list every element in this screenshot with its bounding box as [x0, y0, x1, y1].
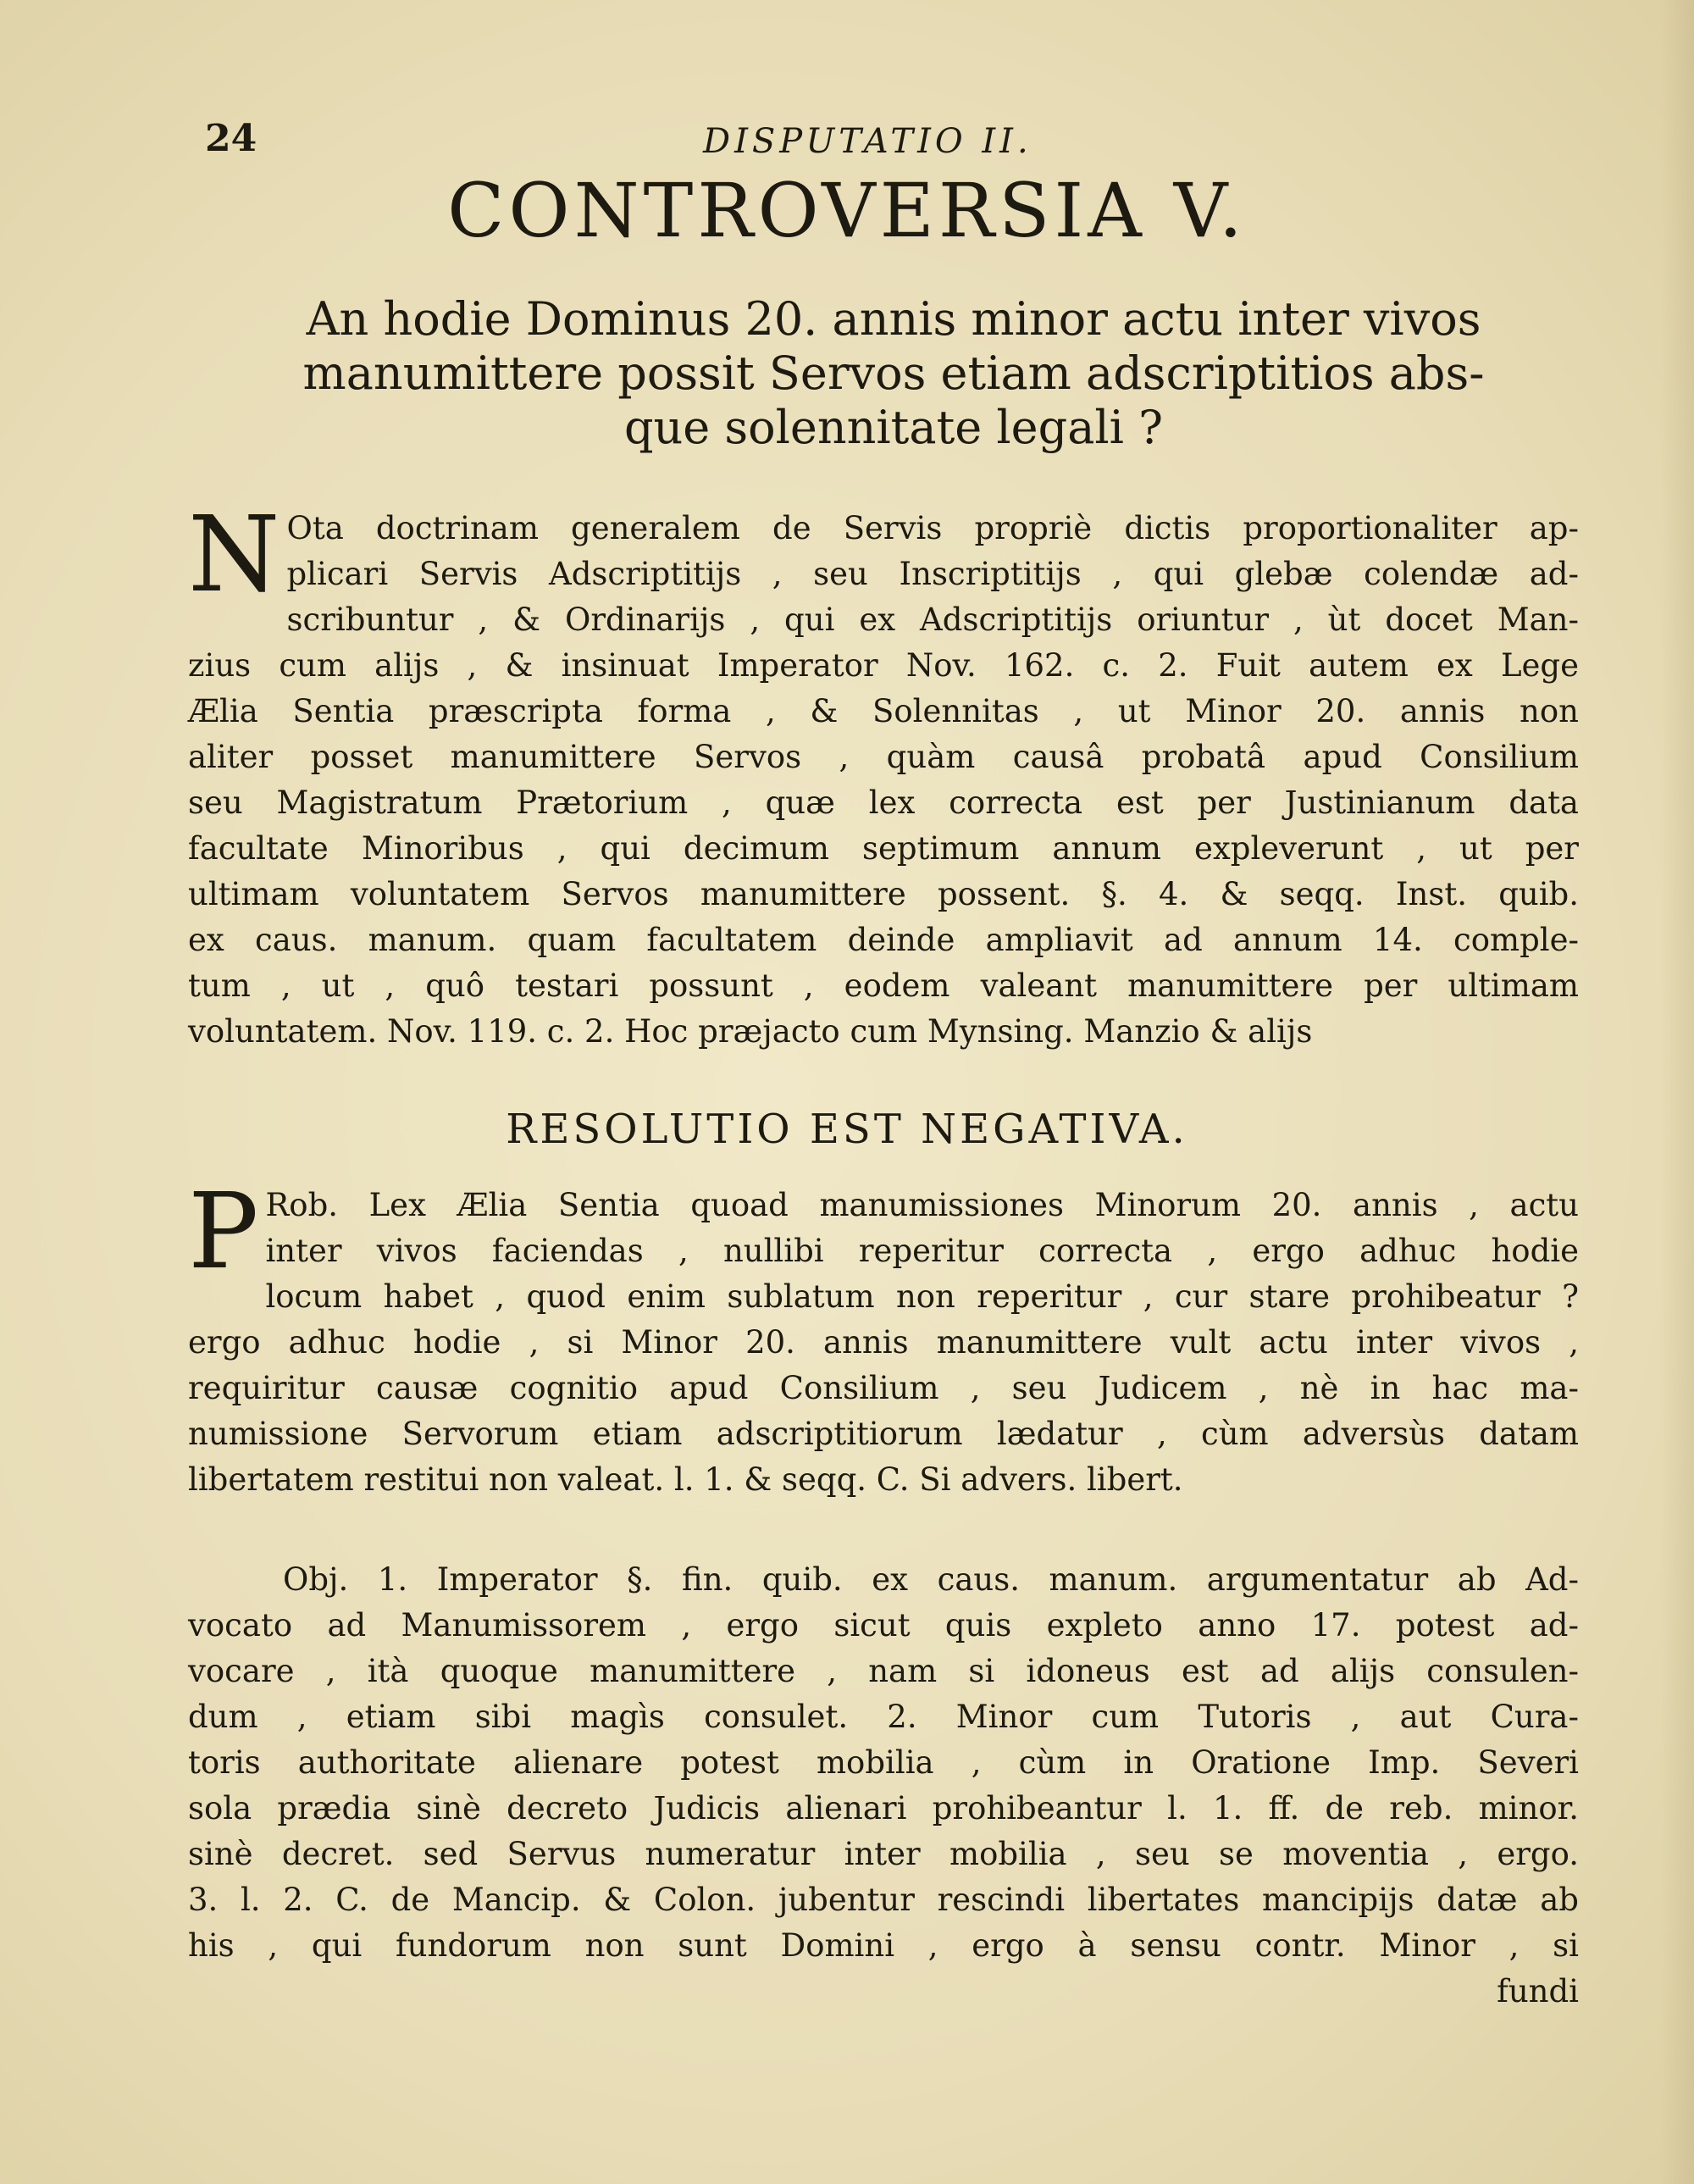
text-line: 3. l. 2. C. de Mancip. & Colon. jubentur rescindi libertates mancipijs datæ ab — [188, 1882, 1579, 1918]
question-heading — [199, 292, 1588, 455]
text-line: aliter posset manumittere Servos , quàm causâ probatâ apud Consilium — [188, 739, 1579, 775]
text-line: Rob. Lex Ælia Sentia quoad manumissiones Minorum 20. annis , actu — [265, 1187, 1579, 1223]
text-line: Ælia Sentia præscripta forma , & Solennitas , ut Minor 20. annis non — [188, 693, 1579, 729]
running-title: DISPUTATIO II. — [703, 122, 1032, 161]
obj-paragraph — [188, 1557, 1579, 2015]
text-line: sinè decret. sed Servus numeratur inter mobilia , seu se moventia , ergo. — [188, 1836, 1579, 1872]
text-line: Ota doctrinam generalem de Servis propriè dictis proportionaliter ap- — [286, 510, 1579, 546]
text-line: his , qui fundorum non sunt Domini , ergo à sensu contr. Minor , si — [188, 1927, 1579, 1964]
text-line: scribuntur , & Ordinarijs , qui ex Adscriptitijs oriuntur , ùt docet Man- — [286, 601, 1579, 638]
text-line: dum , etiam sibi magìs consulet. 2. Minor cum Tutoris , aut Cura- — [188, 1699, 1579, 1735]
text-line: vocare , ità quoque manumittere , nam si idoneus est ad alijs consulen- — [188, 1653, 1579, 1689]
text-line: toris authoritate alienare potest mobilia , cùm in Oratione Imp. Severi — [188, 1744, 1579, 1781]
drop-cap-p: P — [188, 1171, 259, 1293]
text-line: seu Magistratum Prætorium , quæ lex correcta est per Justinianum data — [188, 784, 1579, 821]
page-number: 24 — [205, 117, 257, 160]
text-line: vocato ad Manumissorem , ergo sicut quis expleto anno 17. potest ad- — [188, 1607, 1579, 1644]
text-line: ex caus. manum. quam facultatem deinde ampliavit ad annum 14. comple- — [188, 922, 1579, 958]
nota-paragraph — [188, 494, 1579, 1055]
catchword: fundi — [1497, 1973, 1579, 2009]
resolutio-heading: RESOLUTIO EST NEGATIVA. — [506, 1106, 1188, 1153]
text-line: ultimam voluntatem Servos manumittere possent. §. 4. & seqq. Inst. quib. — [188, 876, 1579, 912]
text-line: voluntatem. Nov. 119. c. 2. Hoc præjacto cum Mynsing. Manzio & alijs — [188, 1013, 1313, 1050]
text-line: locum habet , quod enim sublatum non reperitur , cur stare prohibeatur ? — [265, 1278, 1579, 1315]
text-line: inter vivos faciendas , nullibi reperitur correcta , ergo adhuc hodie — [265, 1233, 1579, 1269]
text-line: Obj. 1. Imperator §. fin. quib. ex caus. manum. argumentatur ab Ad- — [283, 1561, 1579, 1598]
running-header — [0, 117, 1694, 168]
question-line: manumittere possit Servos etiam adscriptitios abs- — [302, 346, 1485, 400]
prob-paragraph — [188, 1171, 1579, 1503]
question-line: An hodie Dominus 20. annis minor actu inter vivos — [306, 292, 1481, 346]
controversia-heading: CONTROVERSIA V. — [447, 167, 1247, 254]
page-edge-shadow — [1660, 0, 1694, 2184]
text-line: facultate Minoribus , qui decimum septimum annum expleverunt , ut per — [188, 830, 1579, 867]
text-line: sola prædia sinè decreto Judicis alienari prohibeantur l. 1. ff. de reb. minor. — [188, 1790, 1579, 1826]
text-line: numissione Servorum etiam adscriptitiorum lædatur , cùm adversùs datam — [188, 1416, 1579, 1452]
text-line: plicari Servis Adscriptitijs , seu Inscriptitijs , qui glebæ colendæ ad- — [286, 556, 1579, 592]
drop-cap-n: N — [188, 494, 280, 616]
text-line: ergo adhuc hodie , si Minor 20. annis manumittere vult actu inter vivos , — [188, 1324, 1579, 1361]
text-line: tum , ut , quô testari possunt , eodem valeant manumittere per ultimam — [188, 967, 1579, 1004]
text-line: zius cum alijs , & insinuat Imperator Nov. 162. c. 2. Fuit autem ex Lege — [188, 647, 1579, 684]
text-line: requiritur causæ cognitio apud Consilium , seu Judicem , nè in hac ma- — [188, 1370, 1579, 1406]
question-line: que solennitate legali ? — [623, 401, 1164, 454]
text-line: libertatem restitui non valeat. l. 1. & seqq. C. Si advers. libert. — [188, 1461, 1183, 1498]
